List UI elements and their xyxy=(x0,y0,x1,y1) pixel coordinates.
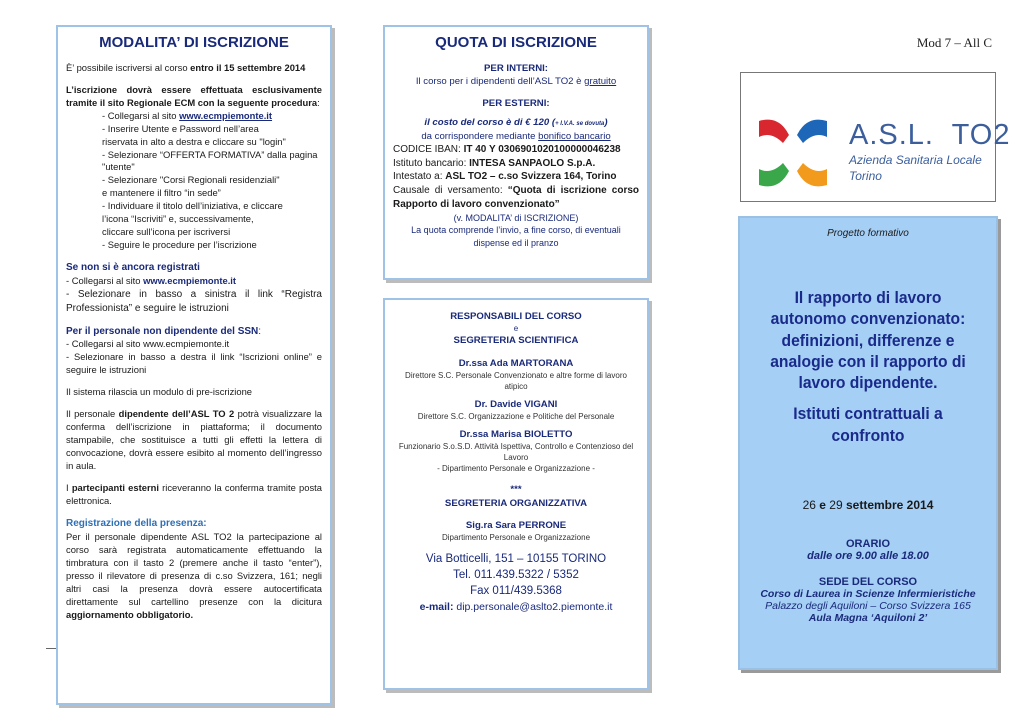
ecm-link[interactable]: www.ecmpiemonte.it xyxy=(179,109,273,121)
separator-stars: *** xyxy=(510,484,522,496)
step-3b: "utente" xyxy=(102,161,135,173)
external-label: PER ESTERNI: xyxy=(482,98,550,110)
person-1-name: Dr.ssa Ada MARTORANA xyxy=(458,357,574,369)
sede-line-1: Corso di Laurea in Scienze Infermieristiche xyxy=(760,587,976,600)
non-registered-step-1: - Collegarsi al sito www.ecmpiemonte.it xyxy=(66,275,237,287)
asl-logo-mark-icon xyxy=(753,113,833,193)
presence-text: Per il personale dipendente ASL TO2 la partecipazione al corso sarà registrata automaticamente effettuando la timbratura con il tasto 2 (premere anche il tasto “enter”), presso il rilevatore di presenza di c.so Svizzera, 161; negli altri casi la presenza dovrà essere autocertificata direttamente sul cartellino presenze con la dicitura aggiornamento obbligatorio. xyxy=(66,530,322,620)
person-3-dept: - Dipartimento Personale e Organizzazione - xyxy=(437,464,595,474)
payment-method: da corrispondere mediante bonifico bancario xyxy=(421,130,611,142)
iban: CODICE IBAN: IT 40 Y 0306901020100000046238 xyxy=(393,143,621,155)
responsabili-panel xyxy=(383,298,649,690)
person-2-name: Dr. Davide VIGANI xyxy=(474,398,558,410)
logo-subtitle: Azienda Sanitaria Locale xyxy=(849,153,982,167)
cover-panel xyxy=(738,216,998,670)
internal-text: Il corso per i dipendenti dell’ASL TO2 è gratuito xyxy=(415,75,617,87)
orario-value: dalle ore 9.00 alle 18.00 xyxy=(807,549,929,562)
phone: Tel. 011.439.5322 / 5352 xyxy=(453,568,579,581)
payment-reason: Causale di versamento: “Quota di iscrizione corso Rapporto di lavoro convenzionato” xyxy=(393,185,639,211)
course-subtitle: Istituti contrattuali a confronto xyxy=(793,404,943,445)
step-5: - Individuare il titolo dell’iniziativa, e cliccare xyxy=(102,200,283,212)
sede-label: SEDE DEL CORSO xyxy=(818,575,918,588)
email: e-mail: dip.personale@aslto2.piemonte.it xyxy=(419,600,613,613)
person-3-role: Funzionario S.o.S.D. Attività Ispettiva, Controllo e Contenzioso del Lavoro xyxy=(398,442,634,463)
course-title: Il rapporto di lavoro autonomo convenzionato: definizioni, differenze e analogie con il rapporto di lavoro dipendente. xyxy=(770,288,966,392)
logo-title: A.S.L. TO2 xyxy=(849,119,1011,151)
sede-line-2: Palazzo degli Aquiloni – Corso Svizzera 165 xyxy=(765,599,971,612)
logo-city: Torino xyxy=(849,169,882,184)
sede-line-3: Aula Magna ‘Aquiloni 2’ xyxy=(808,611,928,624)
step-4: - Selezionare "Corsi Regionali residenziali" xyxy=(102,174,280,186)
see-note: (v. MODALITA’ di ISCRIZIONE) xyxy=(453,212,579,223)
non-registered-step-2: - Selezionare in basso a sinistra il link “Registra Professionista” e seguire le istruzioni xyxy=(66,289,322,314)
quota-panel xyxy=(383,25,649,280)
resp-title: RESPONSABILI DEL CORSO xyxy=(450,311,582,322)
registration-text: L’iscrizione dovrà essere effettuata esclusivamente tramite il sito Regionale ECM con la seguente procedura: xyxy=(66,83,322,108)
course-dates: 26 e 29 settembre 2014 xyxy=(802,497,934,512)
step-4b: e mantenere il filtro “in sede” xyxy=(102,187,221,199)
resp-and: e xyxy=(513,324,519,334)
project-label: Progetto formativo xyxy=(827,228,909,239)
person-1-role: Direttore S.C. Personale Convenzionato e altre forme di lavoro atipico xyxy=(405,370,627,391)
step-1: - Collegarsi al sito www.ecmpiemonte.it xyxy=(102,109,273,121)
non-registered-title: Se non si è ancora registrati xyxy=(66,262,200,274)
step-6: - Seguire le procedure per l’iscrizione xyxy=(102,239,257,251)
page-edge-mark xyxy=(46,648,56,649)
orario-label: ORARIO xyxy=(846,537,890,550)
email-link[interactable]: dip.personale@aslto2.piemonte.it xyxy=(456,600,613,613)
presence-title: Registrazione della presenza: xyxy=(66,518,207,530)
external-step-2: - Selezionare in basso a destra il link “Iscrizioni online” e seguire le istruzioni xyxy=(66,351,322,376)
step-2b: riservata in alto a destra e cliccare su "login" xyxy=(102,135,286,147)
external-step-1: - Collegarsi al sito www.ecmpiemonte.it xyxy=(66,338,230,350)
beneficiary: Intestato a: ASL TO2 – c.so Svizzera 164, Torino xyxy=(393,171,617,183)
sci-title: SEGRETERIA SCIENTIFICA xyxy=(453,335,579,347)
org-title: SEGRETERIA ORGANIZZATIVA xyxy=(444,497,588,509)
includes-note: La quota comprende l’invio, a fine corso, di eventuali dispense ed il pranzo xyxy=(411,225,621,248)
address: Via Botticelli, 151 – 10155 TORINO xyxy=(425,553,607,566)
external-title: Per il personale non dipendente del SSN: xyxy=(66,325,262,337)
intro-text: È’ possibile iscriversi al corso entro il 15 settembre 2014 xyxy=(66,61,306,73)
asl-logo xyxy=(740,72,1011,202)
employee-note: Il personale dipendente dell’ASL TO 2 potrà visualizzare la conferma dell’iscrizione in piattaforma; il documento stampabile, che sostituisce a tutti gli effetti la lettera di convocazione, dovrà essere esibito al momento dell’ingresso in aula. xyxy=(66,408,322,472)
person-4-role: Dipartimento Personale e Organizzazione xyxy=(441,533,591,543)
step-3: - Selezionare “OFFERTA FORMATIVA” dalla pagina xyxy=(102,148,318,160)
step-5b: l’icona “Iscriviti” e, successivamente, xyxy=(102,213,254,225)
ecm-link-2[interactable]: www.ecmpiemonte.it xyxy=(143,275,237,287)
fax: Fax 011/439.5368 xyxy=(470,584,562,597)
step-5c: cliccare sull’icona per iscriversi xyxy=(102,226,231,238)
quota-title: QUOTA DI ISCRIZIONE xyxy=(435,34,597,51)
external-note: I partecipanti esterni riceveranno la conferma tramite posta elettronica. xyxy=(66,482,322,507)
cost-text: il costo del corso è di € 120 (+ I.V.A. se dovuta) xyxy=(424,117,608,129)
iscrizione-title: MODALITA’ DI ISCRIZIONE xyxy=(99,34,289,51)
person-2-role: Direttore S.C. Organizzazione e Politiche del Personale xyxy=(417,412,615,422)
person-3-name: Dr.ssa Marisa BIOLETTO xyxy=(459,429,573,441)
bank-name: Istituto bancario: INTESA SANPAOLO S.p.A. xyxy=(393,157,596,169)
step-2: - Inserire Utente e Password nell’area xyxy=(102,122,259,134)
bank-details xyxy=(393,143,639,212)
person-4-name: Sig.ra Sara PERRONE xyxy=(465,519,567,531)
system-note: Il sistema rilascia un modulo di pre-iscrizione xyxy=(66,386,253,398)
internal-label: PER INTERNI: xyxy=(484,62,548,74)
module-label: Mod 7 – All C xyxy=(916,35,992,50)
iscrizione-panel xyxy=(56,25,332,705)
